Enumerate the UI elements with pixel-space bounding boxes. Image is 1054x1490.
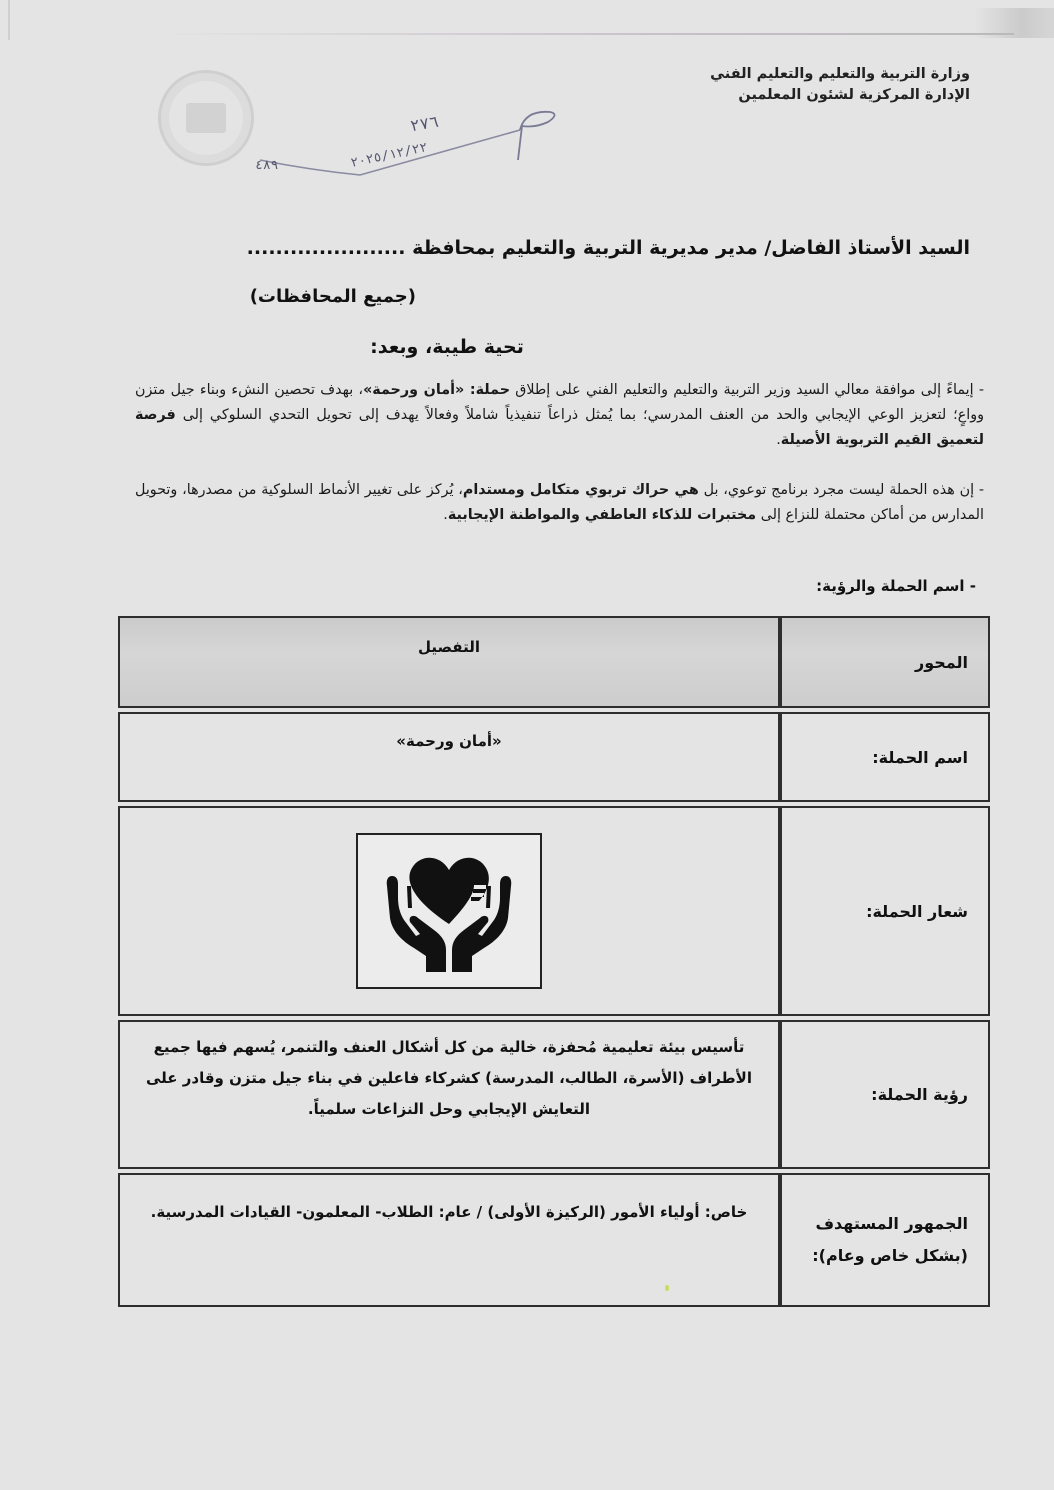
addressee-scope: (جميع المحافظات) (249, 286, 416, 307)
table-row (118, 1173, 990, 1307)
target-audience-sublabel: (بشكل خاص وعام): (812, 1246, 968, 1265)
paragraph-intro (135, 378, 984, 453)
paragraph-text: - إن هذه الحملة ليست مجرد برنامج توعوي، بل (698, 482, 984, 498)
ministry-name: وزارة التربية والتعليم والتعليم الفني (710, 66, 970, 82)
paragraph-text: . (443, 507, 448, 523)
campaign-logo-cell (118, 806, 780, 1016)
ministry-header (710, 64, 970, 106)
paragraph-text: ، يُركز على تغيير الأنماط السلوكية من مصدرها، وتحويل المدارس من أماكن محتملة للنزاع إلى (135, 482, 984, 523)
table-header-row (118, 616, 990, 708)
paragraph-campaign-description (135, 478, 984, 528)
emphasized-text: هي حراك تربوي متكامل ومستدام (462, 482, 699, 498)
emphasized-text: فرصة لتعميق القيم التربوية الأصيلة (135, 407, 984, 448)
header-axis: المحور (780, 616, 990, 708)
target-audience-value: خاص: أولياء الأمور (الركيزة الأولى) / عام: الطلاب- المعلمون- القيادات المدرسية. (118, 1173, 780, 1307)
row-label-campaign-name: اسم الحملة: (780, 712, 990, 802)
department-name: الإدارة المركزية لشئون المعلمين (738, 87, 970, 103)
table-row (118, 806, 990, 1016)
emphasized-text: حملة: «أمان ورحمة» (363, 382, 511, 398)
table-row (118, 1020, 990, 1169)
row-label-campaign-logo: شعار الحملة: (780, 806, 990, 1016)
campaign-table (118, 612, 990, 1311)
campaign-name-value: «أمان ورحمة» (118, 712, 780, 802)
table-row (118, 712, 990, 802)
greeting: تحية طيبة، وبعد: (370, 336, 524, 358)
handwritten-annotation (250, 100, 570, 200)
addressee-line: السيد الأستاذ الفاضل/ مدير مديرية التربية والتعليم بمحافظة ...................... (246, 237, 970, 259)
handwritten-code: ٤٨٩ (255, 158, 279, 173)
row-label-campaign-vision: رؤية الحملة: (780, 1020, 990, 1169)
handwritten-date: ٢٠٢٥/١٢/٢٢ (349, 140, 429, 171)
scan-mark (665, 1285, 669, 1291)
scan-line (160, 33, 1014, 35)
row-label-target-audience (780, 1173, 990, 1307)
paragraph-text: - إيماءً إلى موافقة معالي السيد وزير التربية والتعليم والتعليم الفني على إطلاق (510, 382, 985, 398)
paragraph-text: . (776, 432, 781, 448)
hands-holding-heart-icon (374, 846, 524, 976)
header-detail: التفصيل (118, 616, 780, 708)
section-title: - اسم الحملة والرؤية: (816, 577, 976, 595)
handwritten-number: ٢٧٦ (408, 111, 441, 136)
campaign-logo (356, 833, 542, 989)
official-stamp-icon (158, 70, 254, 166)
target-audience-label: الجمهور المستهدف (815, 1214, 968, 1233)
emphasized-text: مختبرات للذكاء العاطفي والمواطنة الإيجابية (447, 507, 757, 523)
paragraph-text: ، بهدف تحصين النشء وبناء جيل متزن وواعٍ؛ لتعزيز الوعي الإيجابي والحد من العنف المدرسي؛ بما يُمثل ذراعاً تنفيذياً شاملاً وفعالاً يهدف إلى تحويل التحدي السلوكي إلى (135, 382, 984, 423)
page-edge (8, 0, 10, 40)
campaign-vision-value: تأسيس بيئة تعليمية مُحفزة، خالية من كل أشكال العنف والتنمر، يُسهم فيها جميع الأطراف (الأسرة، الطالب، المدرسة) كشركاء فاعلين في بناء جيل متزن وقادر على التعايش الإيجابي وحل النزاعات سلمياً. (118, 1020, 780, 1169)
